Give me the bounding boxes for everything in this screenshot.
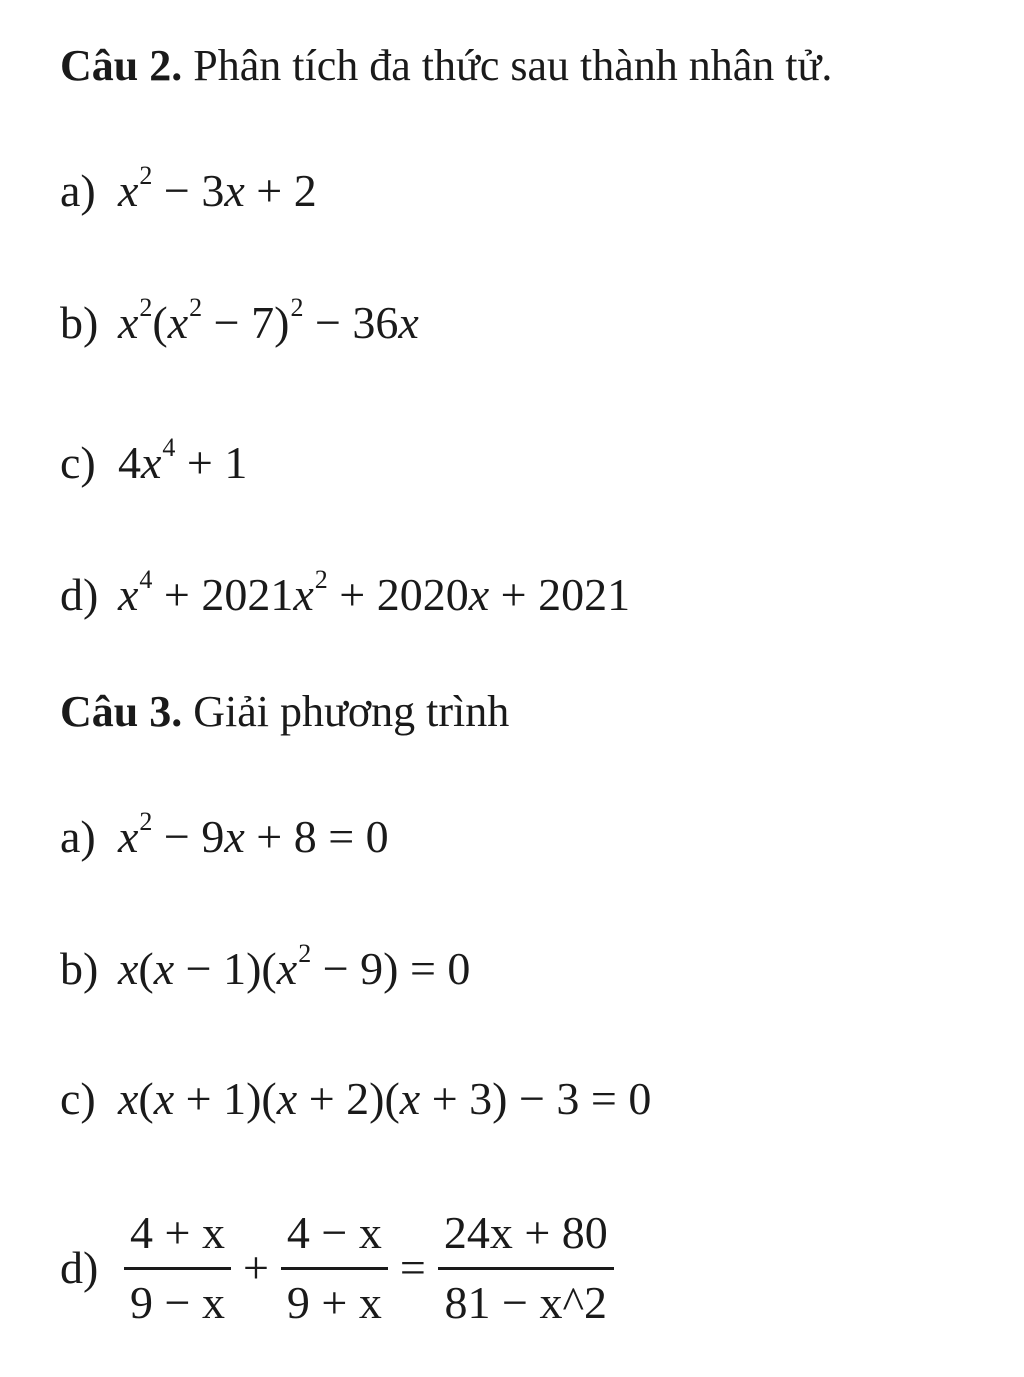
fraction-1-numerator: 4 + x — [130, 1207, 225, 1258]
q3-item-a — [60, 807, 389, 862]
q2-item-b — [60, 293, 419, 348]
q3-item-c — [60, 1073, 652, 1124]
item-label: b) — [60, 297, 99, 348]
fraction-2-numerator: 4 − x — [286, 1207, 382, 1258]
q3-item-d — [60, 1208, 620, 1328]
fraction-3-numerator: 24x + 80 — [443, 1207, 608, 1258]
q2d-expression: $x^4 + 2021x^2 + 2020x + 2021$ — [118, 565, 631, 620]
q3a-equation: $x^2 - 9x + 8 = 0$ — [118, 807, 389, 862]
item-label: d) — [60, 569, 99, 620]
question-2-number: Câu 2. — [60, 41, 183, 90]
fraction-2-denominator: 9 + x — [286, 1276, 382, 1328]
q2-item-c — [60, 433, 248, 488]
fraction-3-denominator: 81 − x^2 — [444, 1276, 608, 1328]
q3c-equation: x(x + 1)(x + 2)(x + 3) − 3 = 0 — [118, 1073, 652, 1124]
item-label: c) — [60, 1073, 96, 1124]
question-3-number: Câu 3. — [60, 687, 183, 736]
fraction-1-denominator: 9 − x — [130, 1276, 225, 1328]
question-3-text: Giải phương trình — [182, 687, 510, 736]
fraction-bar — [281, 1267, 388, 1270]
question-3-heading — [60, 687, 510, 736]
item-label: a) — [60, 811, 96, 862]
plus-sign: + — [242, 1242, 269, 1294]
q3d-equation — [118, 1208, 620, 1328]
item-label: d) — [60, 1242, 99, 1294]
equals-sign: = — [399, 1242, 426, 1294]
item-label: b) — [60, 943, 99, 994]
item-label: c) — [60, 437, 96, 488]
q2-item-a — [60, 161, 317, 216]
fraction-bar — [438, 1267, 614, 1270]
q2-item-d — [60, 565, 631, 620]
fraction-3 — [438, 1208, 614, 1328]
fraction-bar — [124, 1267, 231, 1270]
question-2-text: Phân tích đa thức sau thành nhân tử. — [182, 41, 833, 90]
q3-item-b — [60, 939, 471, 994]
q2b-expression: $x^2(x^2 - 7)^2 - 36x$ — [118, 293, 419, 348]
q3b-equation: $x(x - 1)(x^2 - 9) = 0$ — [118, 939, 471, 994]
q2a-expression: $x^2 - 3x + 2$ — [118, 161, 317, 216]
fraction-1 — [124, 1208, 231, 1328]
q2c-expression: $4x^4 + 1$ — [118, 433, 248, 488]
fraction-2 — [281, 1208, 388, 1328]
item-label: a) — [60, 165, 96, 216]
question-2-heading — [60, 41, 833, 90]
